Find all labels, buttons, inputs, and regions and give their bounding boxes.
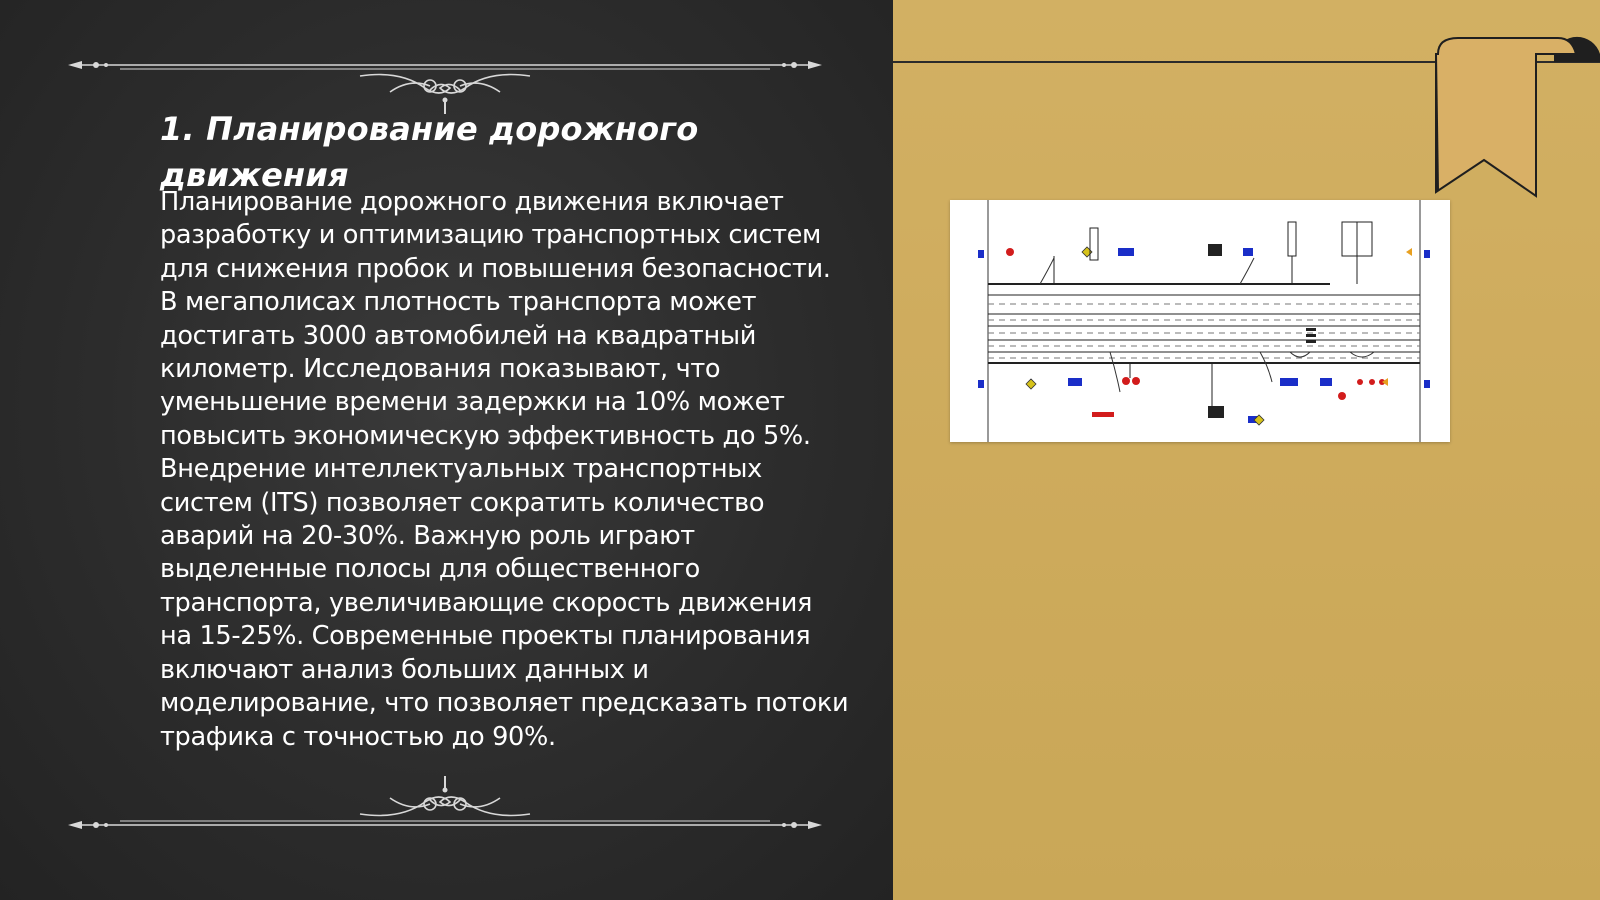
slide-title: 1. Планирование дорожного движения (160, 110, 699, 194)
slide-body-text: Планирование дорожного движения включает разработку и оптимизацию транспортных систем для снижения пробок и повышения безопасности. В мегаполисах плотность транспорта может достигать 3000 автомобилей на квадратный километр. Исследования показывают, что уменьшение времени задержки на 10% может повысить экономическую эффективность до 5%. Внедрение интеллектуальных транспортных систем (ITS) позволяет сократить количество аварий на 20-30%. Важную роль играют выделенные полосы для общественного транспорта, увеличивающие скорость движения на 15-25%. Современные проекты планирования включают анализ больших данных и моделирование, что позволяет предсказать потоки трафика с точностью до 90%. (160, 187, 849, 752)
traffic-scheme-diagram (950, 200, 1450, 442)
traffic-scheme-image (950, 200, 1450, 442)
flourish-divider-bottom-icon (60, 772, 830, 842)
ribbon-bookmark-icon (1434, 34, 1600, 200)
